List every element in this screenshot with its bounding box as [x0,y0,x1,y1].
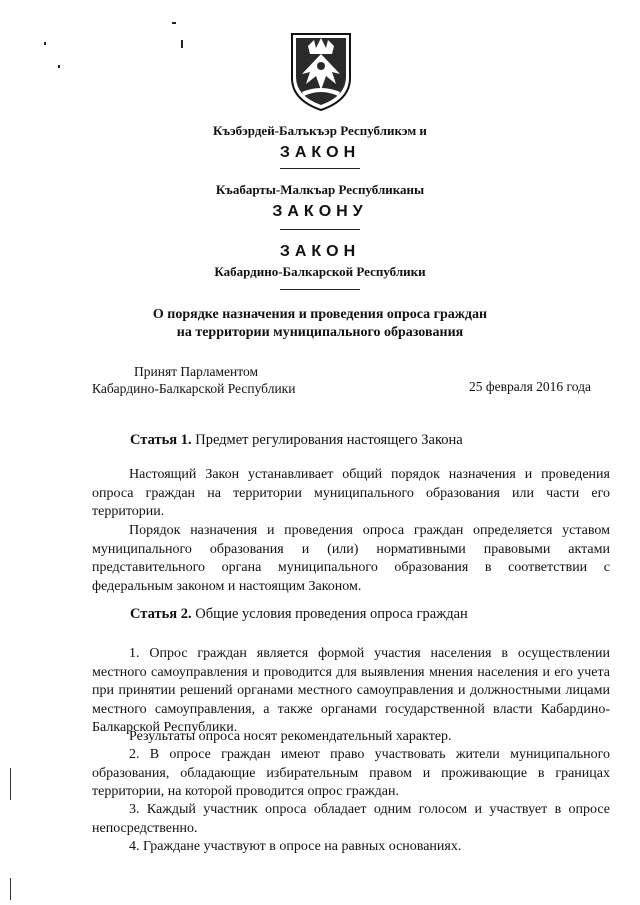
scan-speck [172,22,176,24]
scan-speck [181,40,183,48]
law-title-line-1: О порядке назначения и проведения опроса граждан [152,307,488,322]
russian-law-heading: ЗАКОН [279,243,361,260]
article-1-title: Предмет регулирования настоящего Закона [195,432,463,448]
balkar-republic-name: Къабарты-Малкъар Республиканы [215,182,425,197]
article-2-paragraph-3: 2. В опросе граждан имеют право участвовать жители муниципального образования, обладающие избирательным правом и проживающие в границах территории, на которой проводится опрос граждан. [92,747,610,799]
article-2-paragraph-4: 3. Каждый участник опроса обладает одним голосом и участвует в опросе непосредственно. [92,802,610,836]
article-2-paragraph-5: 4. Граждане участвуют в опросе на равных основаниях. [129,839,462,854]
coat-of-arms-emblem [288,30,354,112]
scan-speck [44,42,46,45]
article-1-paragraph-2: Порядок назначения и проведения опроса граждан определяется уставом муниципального образования и (или) нормативными правовыми актами представительного органа муниципального образования в соответствии с федеральным законом и настоящим Законом. [92,523,610,594]
kabardian-republic-name: Къэбэрдей-Балъкъэр Республикэм и [213,123,427,138]
article-2-paragraph-1: 1. Опрос граждан является формой участия населения в осуществлении местного самоуправления и проводится для выявления мнения населения и его учета при принятии решений органами местного самоуправления и должностными лицами местного самоуправления, а также органами государственной власти Кабардино-Балкарской Республики. [92,646,610,735]
header-divider [280,168,360,169]
scan-edge-mark [10,768,11,800]
header-divider [280,289,360,290]
adoption-line-2: Кабардино-Балкарской Республики [92,381,296,396]
header-divider [280,229,360,230]
article-2-paragraph-2: Результаты опроса носят рекомендательный характер. [129,729,452,744]
adoption-date: 25 февраля 2016 года [469,379,591,394]
russian-republic-name: Кабардино-Балкарской Республики [214,264,426,279]
scan-speck [58,65,60,68]
balkar-law-heading: ЗАКОНУ [272,203,368,220]
scan-edge-mark [10,878,11,900]
article-1-label: Статья 1. [130,432,192,448]
law-title-line-2: на территории муниципального образования [176,325,464,340]
kabardian-law-heading: ЗАКОН [279,144,361,161]
article-2-title: Общие условия проведения опроса граждан [195,606,468,622]
article-2-label: Статья 2. [130,606,192,622]
article-1-paragraph-1: Настоящий Закон устанавливает общий порядок назначения и проведения опроса граждан на территории муниципального образования или части его территории. [92,467,610,519]
article-2-heading [130,606,468,623]
article-1-heading [130,432,463,449]
adoption-line-1: Принят Парламентом [134,364,258,379]
